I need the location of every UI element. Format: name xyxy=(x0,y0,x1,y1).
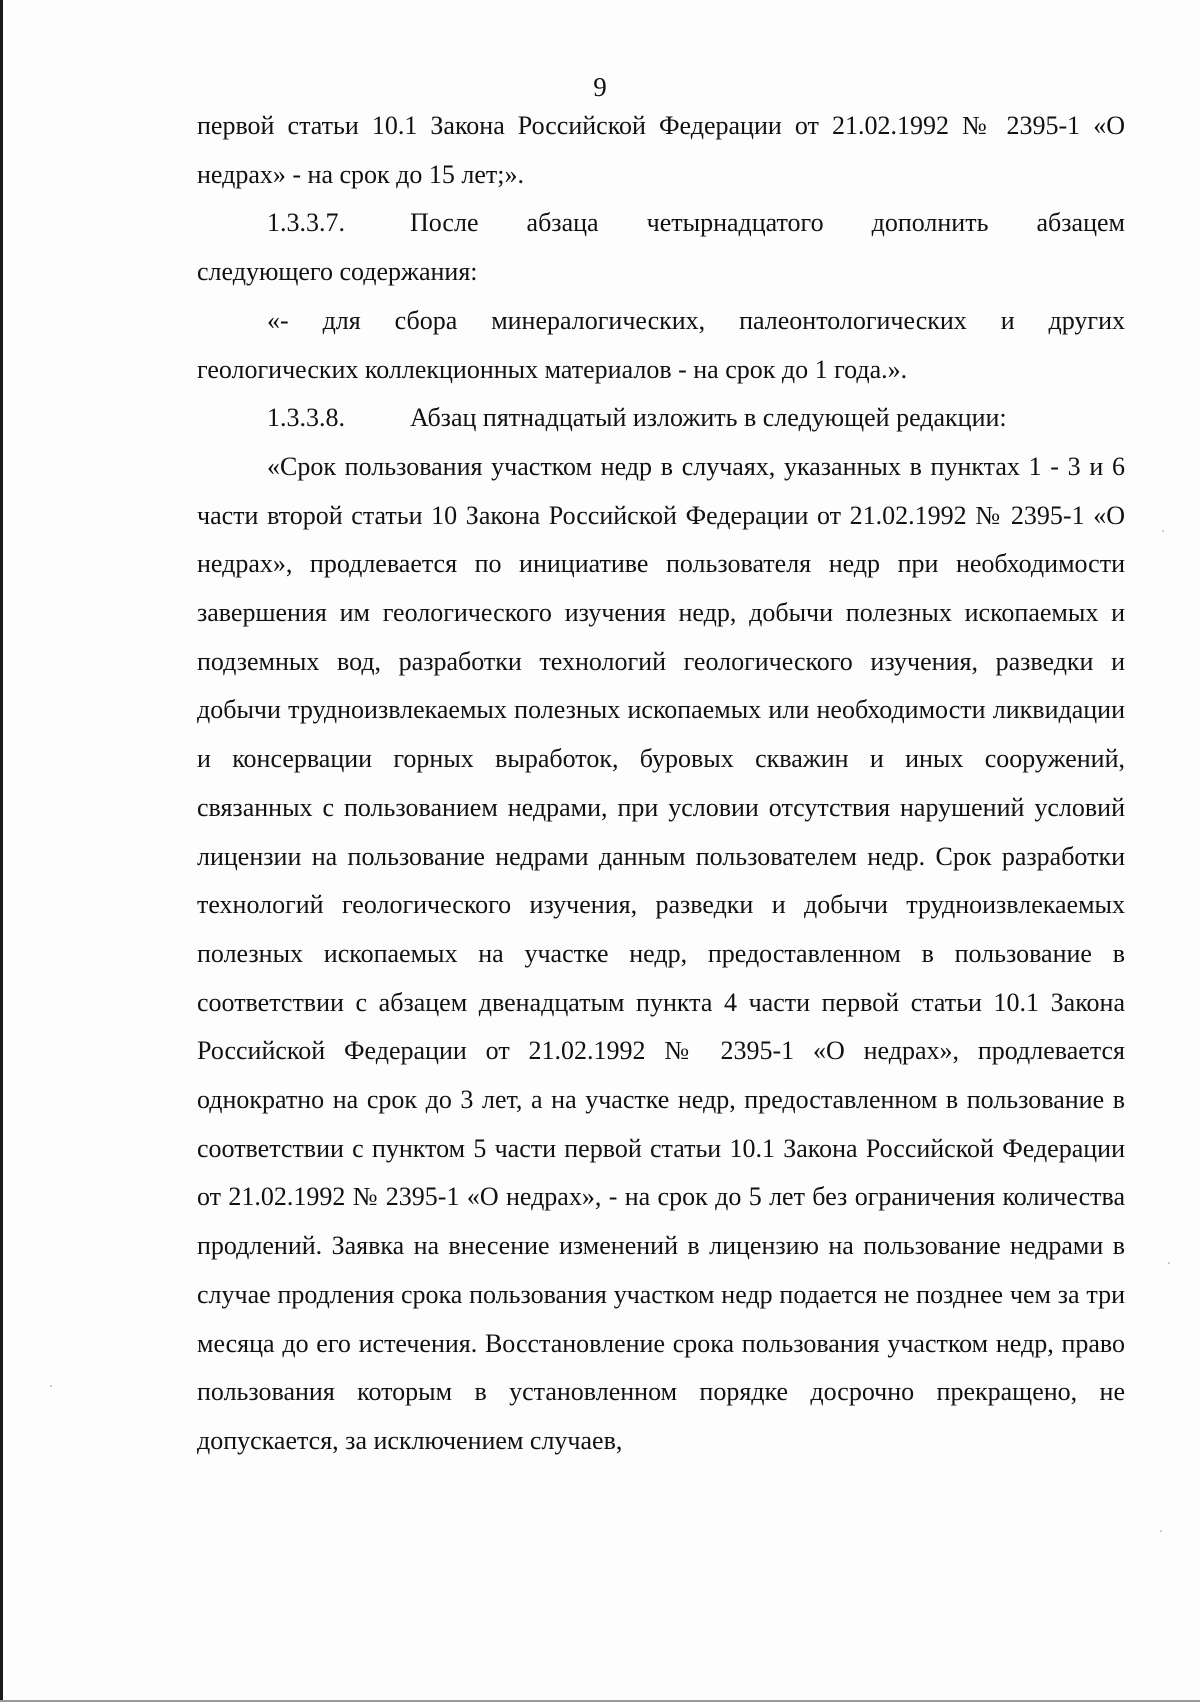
paragraph-new-wording: «Срок пользования участком недр в случаях, указанных в пунктах 1 - 3 и 6 части второй статьи 10 Закона Российской Федерации от 21.02.1992 № 2395-1 «О недрах», продлевается по инициативе пользователя недр при необходимости завершения им геологического изучения недр, добычи полезных ископаемых и подземных вод, разработки технологий геологического изучения, разведки и добычи трудноизвлекаемых полезных ископаемых или необходимости ликвидации и консервации горных выработок, буровых скважин и иных сооружений, связанных с пользованием недрами, при условии отсутствия нарушений условий лицензии на пользование недрами данным пользователем недр. Срок разработки технологий геологического изучения, разведки и добычи трудноизвлекаемых полезных ископаемых на участке недр, предоставленном в пользование в соответствии с абзацем двенадцатым пункта 4 части первой статьи 10.1 Закона Российской Федерации от 21.02.1992 № 2395-1 «О недрах», продлевается однократно на срок до 3 лет, а на участке недр, предоставленном в пользование в соответствии с пунктом 5 части первой статьи 10.1 Закона Российской Федерации от 21.02.1992 № 2395-1 «О недрах», - на срок до 5 лет без ограничения количества продлений. Заявка на внесение изменений в лицензию на пользование недрами в случае продления срока пользования участком недр подается не позднее чем за три месяца до его истечения. Восстановление срока пользования участком недр, право пользования которым в установленном порядке досрочно прекращено, не допускается, за исключением случаев, xyxy=(197,451,1125,1455)
clause-text: Абзац пятнадцатый изложить в следующей редакции: xyxy=(410,403,1007,433)
paragraph-continuation: первой статьи 10.1 Закона Российской Федерации от 21.02.1992 № 2395-1 «О недрах» - на срок до 15 лет;». xyxy=(197,111,1125,189)
clause-number: 1.3.3.8. xyxy=(267,403,345,433)
scan-edge-left xyxy=(0,0,3,1702)
document-body xyxy=(197,102,1125,1466)
page-number: 9 xyxy=(593,72,607,102)
scan-speck xyxy=(1168,1262,1170,1264)
scan-speck xyxy=(1160,1530,1162,1532)
scan-speck xyxy=(1162,530,1164,532)
clause-number: 1.3.3.7. xyxy=(267,208,345,238)
clause-text: После абзаца четырнадцатого дополнить абзацем xyxy=(410,208,1125,238)
paragraph-insert-quote: «- для сбора минералогических, палеонтологических и других геологических коллекционных материалов - на срок до 1 года.». xyxy=(197,305,1125,384)
scan-speck xyxy=(50,1385,52,1387)
clause-1-3-3-8 xyxy=(197,394,1125,443)
clause-1-3-3-7 xyxy=(197,199,1125,248)
clause-continuation: следующего содержания: xyxy=(197,257,478,287)
